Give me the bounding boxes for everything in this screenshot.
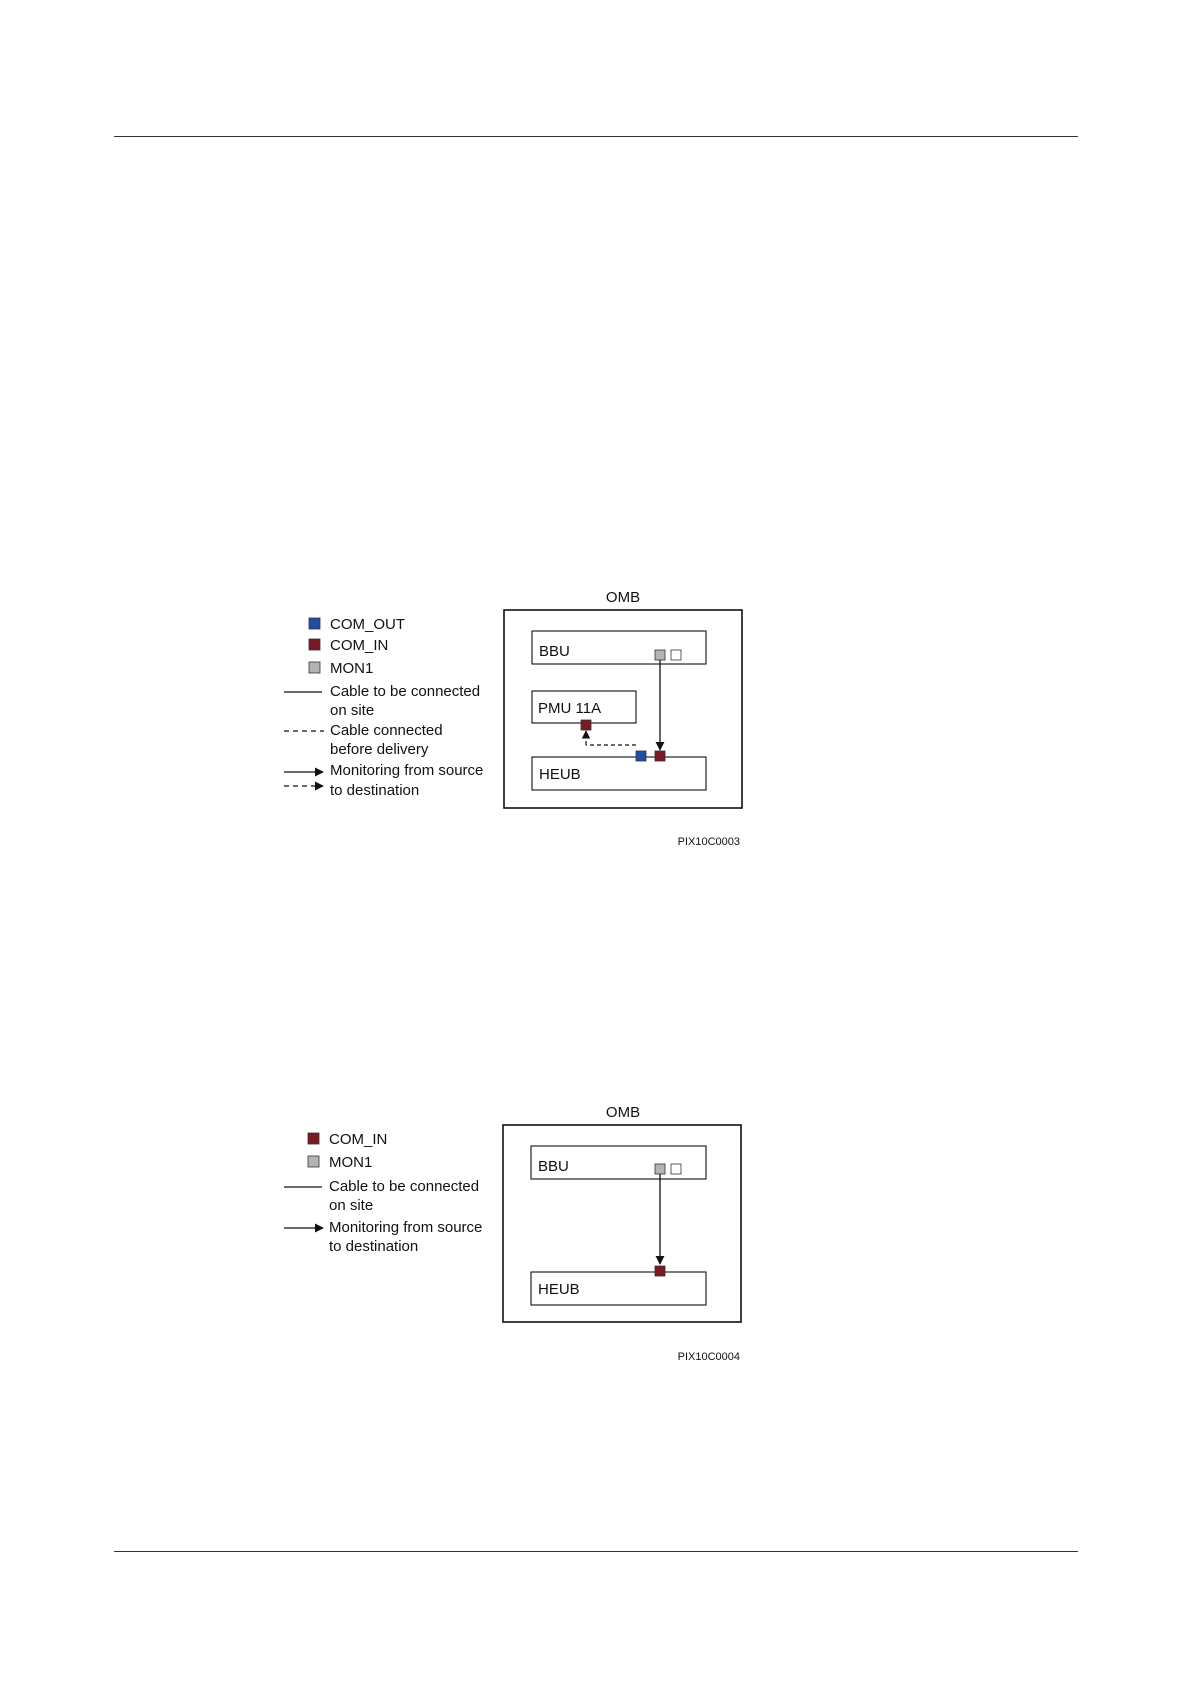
legend-monitoring-1: Monitoring from source — [329, 1219, 483, 1236]
figure-code-2: PIX10C0004 — [677, 1351, 740, 1363]
legend-cable-delivery-1: Cable connected — [330, 722, 443, 739]
heub-label-1: HEUB — [539, 766, 581, 783]
mon1-port-2 — [655, 1164, 665, 1174]
com-out-swatch — [309, 618, 320, 629]
legend-mon1: MON1 — [330, 660, 374, 677]
bbu-label-2: BBU — [538, 1158, 569, 1175]
heub-label-2: HEUB — [538, 1281, 580, 1298]
heub-com-in-port-2 — [655, 1266, 665, 1276]
com-in-swatch — [309, 639, 320, 650]
heub-com-in-port-1 — [655, 751, 665, 761]
legend-monitoring-1: Monitoring from source — [330, 762, 484, 779]
legend-cable-site-1: Cable to be connected — [329, 1178, 480, 1195]
omb-title-2: OMB — [605, 1104, 641, 1121]
legend-mon1: MON1 — [329, 1154, 373, 1171]
mon1-swatch — [309, 662, 320, 673]
figure-2 — [284, 1104, 741, 1363]
legend-2 — [284, 1131, 482, 1255]
figure-1 — [284, 589, 742, 848]
legend-monitoring-2: to destination — [330, 782, 420, 799]
empty-port-1 — [671, 650, 681, 660]
legend-1 — [284, 616, 483, 799]
empty-port-2 — [671, 1164, 681, 1174]
pmu-com-in-port — [581, 720, 591, 730]
pmu-label-1: PMU 11A — [538, 700, 602, 717]
legend-cable-site-1: Cable to be connected — [330, 683, 481, 700]
com-in-swatch — [308, 1133, 319, 1144]
legend-com-out: COM_OUT — [330, 616, 405, 633]
legend-monitoring-2: to destination — [329, 1238, 419, 1255]
mon1-port-1 — [655, 650, 665, 660]
bbu-label-1: BBU — [539, 643, 570, 660]
legend-com-in: COM_IN — [329, 1131, 388, 1148]
figure-code-1: PIX10C0003 — [677, 836, 740, 848]
legend-cable-site-2: on site — [330, 702, 375, 719]
heub-com-out-port — [636, 751, 646, 761]
legend-cable-delivery-2: before delivery — [330, 741, 429, 758]
mon1-swatch — [308, 1156, 319, 1167]
legend-com-in: COM_IN — [330, 637, 389, 654]
legend-cable-site-2: on site — [329, 1197, 374, 1214]
omb-title-1: OMB — [605, 589, 641, 606]
